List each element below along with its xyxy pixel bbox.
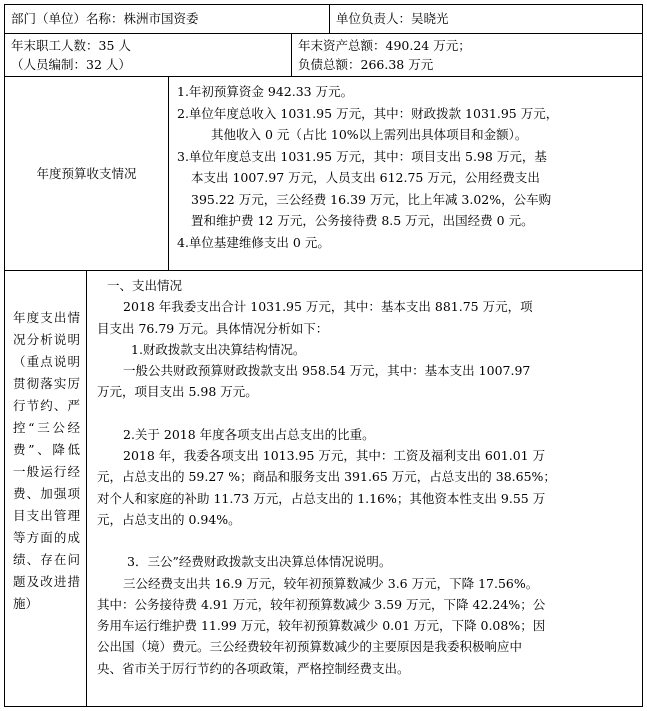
budget-item-3-cont-1: 本支出 1007.97 万元，人员支出 612.75 万元，公用经费支出 xyxy=(191,170,540,185)
p3-line3: 对个人和家庭的补助 11.73 万元，占总支出的 1.16%；其他资本性支出 9.55 万 xyxy=(97,490,546,506)
leader-label: 单位负责人：吴晓光 xyxy=(336,11,449,26)
budget-label-cell xyxy=(4,76,169,271)
budget-item-3-cont-3: 置和维护费 12 万元，公务接待费 8.5 万元，出国经费 0 元。 xyxy=(191,213,534,228)
dept-name-cell xyxy=(4,4,330,34)
staff-count: 年末职工人数：35 人 xyxy=(11,38,131,53)
budget-item-3: 3.单位年度总支出 1031.95 万元，其中：项目支出 5.98 万元，基 xyxy=(177,148,547,164)
subheading-1: 1.财政拨款支出决算结构情况。 xyxy=(131,341,306,357)
budget-item-2-cont: 其他收入 0 元（占比 10%以上需列出具体项目和金额）。 xyxy=(211,127,528,142)
budget-item-4: 4.单位基建维修支出 0 元。 xyxy=(177,234,330,250)
p4-line4: 公出国（境）费元。三公经费较年初预算数减少的主要原因是我委积极响应中 xyxy=(97,639,523,655)
budget-item-2: 2.单位年度总收入 1031.95 万元，其中：财政拨款 1031.95 万元， xyxy=(177,105,559,121)
staff-cell xyxy=(4,33,292,77)
p3-line1: 2018 年，我委各项支出 1013.95 万元，其中：工资及福利支出 601.01 万 xyxy=(123,448,546,464)
budget-item-1: 1.年初预算资金 942.33 万元。 xyxy=(177,84,354,99)
total-assets: 年末资产总额：490.24 万元； xyxy=(298,38,471,53)
p1-line1: 2018 年我委支出合计 1031.95 万元，其中：基本支出 881.75 万元，项 xyxy=(123,299,533,315)
analysis-content-cell xyxy=(86,270,643,707)
p2-line2: 万元，项目支出 5.98 万元。 xyxy=(97,384,258,400)
p3-line4: 元，占总支出的 0.94%。 xyxy=(97,511,241,527)
spacer xyxy=(97,403,634,424)
p3-line2: 元，占总支出的 59.27 %；商品和服务支出 391.65 万元，占总支出的 38.65%； xyxy=(97,469,556,485)
analysis-label-cell xyxy=(4,270,87,707)
analysis-label: 年度支出情况分析说明（重点说明贯彻落实厉行节约、严控“三公经费”、降低一般运行经费、加强项目支出管理等方面的成绩、存在问题及改进措施） xyxy=(13,310,80,611)
subheading-3: 3．三公”经费财政拨款支出决算总体情况说明。 xyxy=(127,554,392,570)
p4-line1: 三公经费支出共 16.9 万元，较年初预算数减少 3.6 万元，下降 17.56%。 xyxy=(123,575,539,591)
leader-cell xyxy=(329,4,643,34)
dept-name-label: 部门（单位）名称：株洲市国资委 xyxy=(11,11,199,26)
section-title: 一、支出情况 xyxy=(107,278,183,293)
assets-cell xyxy=(291,33,643,77)
p1-line2: 目支出 76.79 万元。具体情况分析如下： xyxy=(97,320,329,336)
p4-line5: 央、省市关于厉行节约的各项政策，严格控制经费支出。 xyxy=(97,660,410,676)
budget-item-3-cont-2: 395.22 万元，三公经费 16.39 万元，比上年减 3.02%，公车购 xyxy=(191,191,552,207)
p4-line3: 务用车运行维护费 11.99 万元，较年初预算数减少 0.01 万元，下降 0.08%；因 xyxy=(97,618,546,634)
staff-quota: （人员编制：32 人） xyxy=(11,57,131,72)
spacer xyxy=(97,530,634,551)
budget-content-cell xyxy=(168,76,643,271)
p4-line2: 其中：公务接待费 4.91 万元，较年初预算数减少 3.59 万元，下降 42.24%；公 xyxy=(97,596,546,612)
subheading-2: 2.关于 2018 年度各项支出占总支出的比重。 xyxy=(123,426,375,442)
total-liabilities: 负债总额：266.38 万元 xyxy=(298,57,434,72)
budget-label: 年度预算收支情况 xyxy=(36,166,137,181)
p2-line1: 一般公共财政预算财政拨款支出 958.54 万元，其中：基本支出 1007.97 xyxy=(123,363,531,379)
